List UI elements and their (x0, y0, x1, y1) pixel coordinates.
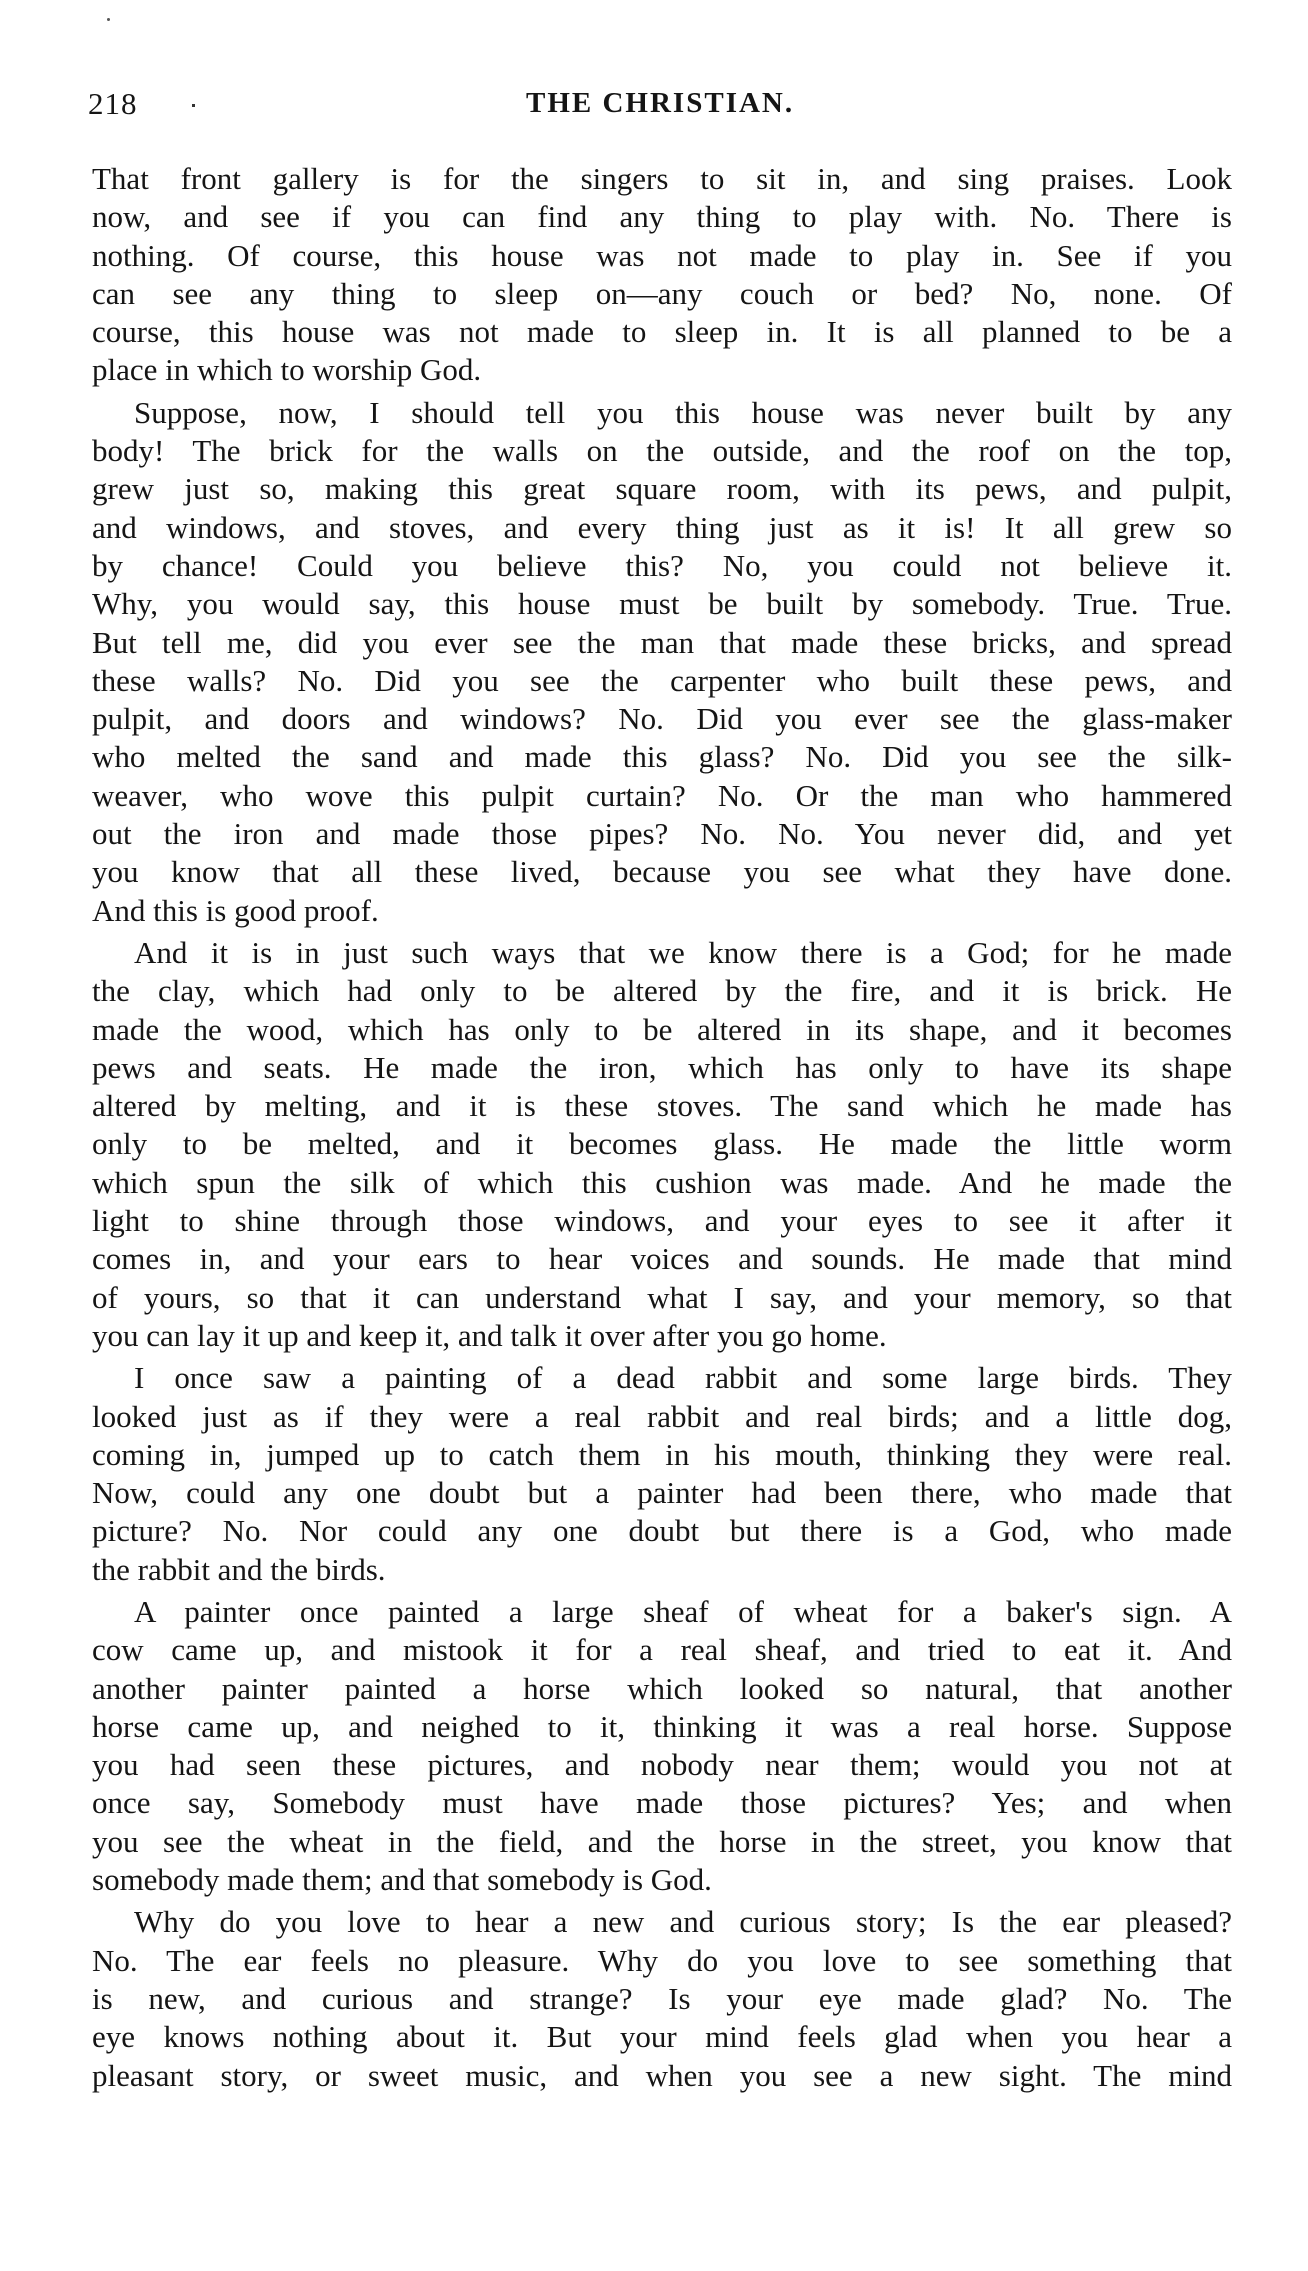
text-line: pulpit, and doors and windows? No. Did you ever see the glass-maker (92, 701, 1232, 737)
text-line: A painter once painted a large sheaf of wheat for a baker's sign. A (134, 1593, 1232, 1629)
text-line: once say, Somebody must have made those pictures? Yes; and when (92, 1785, 1232, 1821)
text-line: somebody made them; and that somebody is God. (92, 1862, 712, 1898)
text-line: No. The ear feels no pleasure. Why do you love to see something that (92, 1942, 1232, 1978)
text-line: And it is in just such ways that we know there is a God; for he made (134, 934, 1232, 970)
text-line: can see any thing to sleep on—any couch or bed? No, none. Of (92, 275, 1232, 311)
text-line: looked just as if they were a real rabbit and real birds; and a little dog, (92, 1398, 1232, 1434)
paragraph (92, 1903, 1232, 2094)
text-line: coming in, jumped up to catch them in his mouth, thinking they were real. (92, 1436, 1232, 1472)
text-line: weaver, who wove this pulpit curtain? No. Or the man who hammered (92, 777, 1232, 813)
text-line: horse came up, and neighed to it, thinking it was a real horse. Suppose (92, 1708, 1232, 1744)
text-line: grew just so, making this great square room, with its pews, and pulpit, (92, 471, 1232, 507)
text-line: you had seen these pictures, and nobody near them; would you not at (92, 1747, 1232, 1783)
text-line: by chance! Could you believe this? No, you could not believe it. (92, 547, 1232, 583)
text-line: light to shine through those windows, and your eyes to see it after it (92, 1203, 1232, 1239)
text-line: and windows, and stoves, and every thing just as it is! It all grew so (92, 509, 1232, 545)
paragraph (92, 160, 1232, 390)
text-line: altered by melting, and it is these stoves. The sand which he made has (92, 1088, 1232, 1124)
text-line: who melted the sand and made this glass? No. Did you see the silk- (92, 739, 1232, 775)
text-line: body! The brick for the walls on the outside, and the roof on the top, (92, 433, 1232, 469)
text-line: course, this house was not made to sleep in. It is all planned to be a (92, 314, 1232, 350)
text-line: you know that all these lived, because you see what they have done. (92, 854, 1232, 890)
running-title: THE CHRISTIAN. (526, 87, 795, 119)
text-line: now, and see if you can find any thing to play with. No. There is (92, 199, 1232, 235)
text-line: you see the wheat in the field, and the horse in the street, you know that (92, 1823, 1232, 1859)
page-number: 218 (88, 86, 138, 121)
text-line: Why, you would say, this house must be built by somebody. True. True. (92, 586, 1232, 622)
text-line: out the iron and made those pipes? No. No. You never did, and yet (92, 816, 1232, 852)
text-line: comes in, and your ears to hear voices and sounds. He made that mind (92, 1241, 1232, 1277)
text-line: which spun the silk of which this cushion was made. And he made the (92, 1164, 1232, 1200)
text-line: place in which to worship God. (92, 352, 482, 388)
header-dot (192, 104, 195, 107)
body-text (92, 160, 1232, 2095)
text-line: That front gallery is for the singers to sit in, and sing praises. Look (92, 161, 1232, 196)
print-speck (107, 18, 110, 21)
text-line: Suppose, now, I should tell you this house was never built by any (134, 394, 1232, 430)
paragraph (92, 1359, 1232, 1589)
text-line: Now, could any one doubt but a painter had been there, who made that (92, 1475, 1232, 1511)
paragraph (92, 934, 1232, 1355)
text-line: eye knows nothing about it. But your mind feels glad when you hear a (92, 2019, 1232, 2055)
paragraph (92, 394, 1232, 930)
text-line: you can lay it up and keep it, and talk it over after you go home. (92, 1317, 887, 1353)
text-line: nothing. Of course, this house was not made to play in. See if you (92, 237, 1232, 273)
text-line: cow came up, and mistook it for a real sheaf, and tried to eat it. And (92, 1632, 1232, 1668)
text-line: the clay, which had only to be altered by the fire, and it is brick. He (92, 973, 1232, 1009)
text-line: these walls? No. Did you see the carpenter who built these pews, and (92, 662, 1232, 698)
text-line: Why do you love to hear a new and curious story; Is the ear pleased? (134, 1904, 1232, 1940)
text-line: pleasant story, or sweet music, and when you see a new sight. The mind (92, 2057, 1232, 2093)
text-line: only to be melted, and it becomes glass. He made the little worm (92, 1126, 1232, 1162)
text-line: made the wood, which has only to be altered in its shape, and it becomes (92, 1011, 1232, 1047)
text-line: is new, and curious and strange? Is your eye made glad? No. The (92, 1980, 1232, 2016)
text-line: picture? No. Nor could any one doubt but there is a God, who made (92, 1513, 1232, 1549)
text-line: But tell me, did you ever see the man that made these bricks, and spread (92, 624, 1232, 660)
text-line: the rabbit and the birds. (92, 1551, 386, 1587)
text-line: pews and seats. He made the iron, which has only to have its shape (92, 1049, 1232, 1085)
page-header (88, 86, 1238, 130)
text-line: I once saw a painting of a dead rabbit and some large birds. They (134, 1360, 1232, 1396)
text-line: of yours, so that it can understand what I say, and your memory, so that (92, 1279, 1232, 1315)
text-line: And this is good proof. (92, 892, 379, 928)
paragraph (92, 1593, 1232, 1899)
text-line: another painter painted a horse which looked so natural, that another (92, 1670, 1232, 1706)
